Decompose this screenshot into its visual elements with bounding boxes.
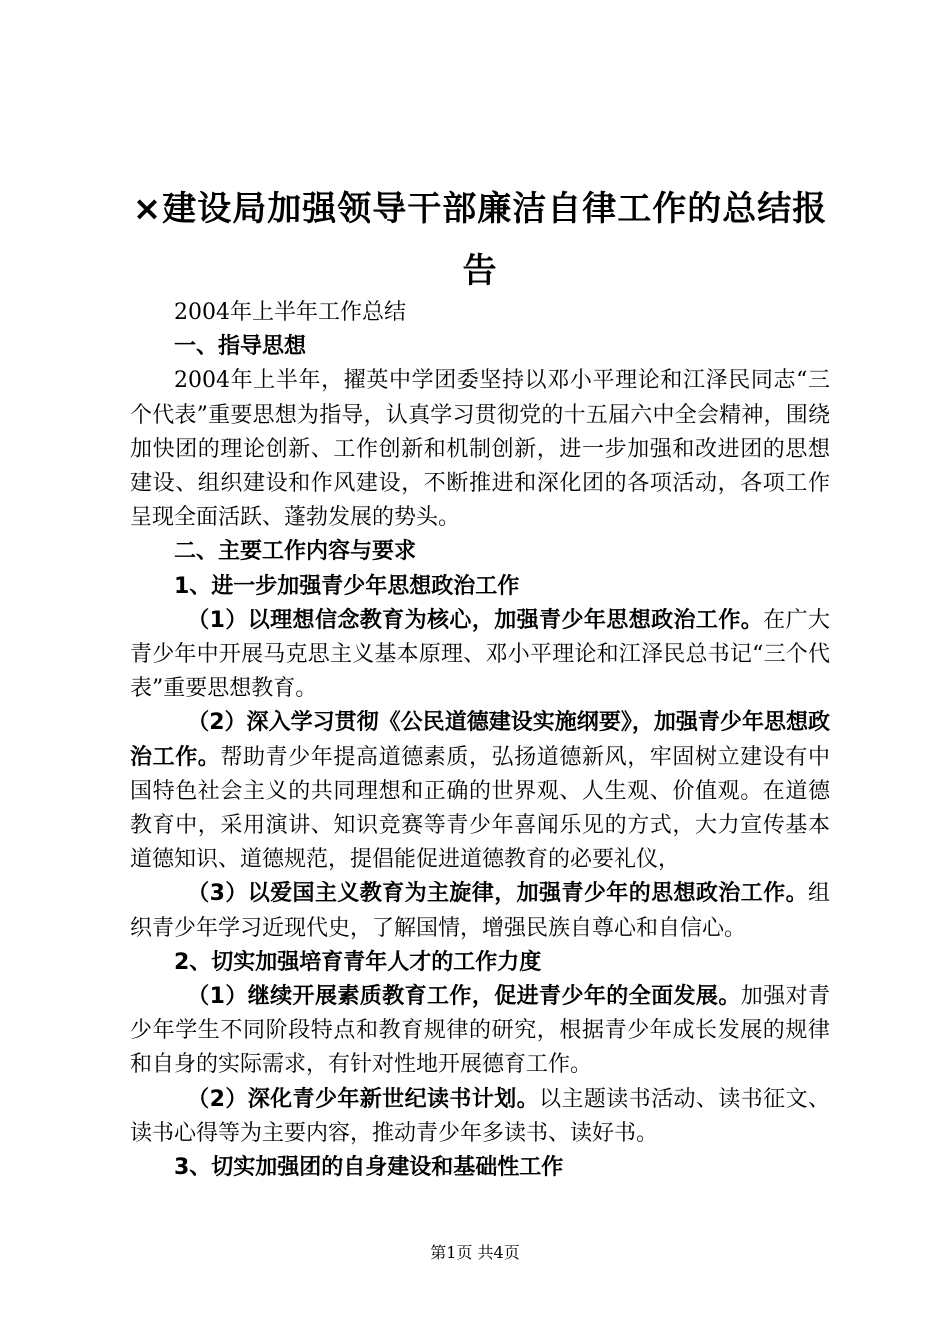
paragraph-text: 帮助青少年提高道德素质，弘扬道德新风，牢固树立建设有中国特色社会主义的共同理想和正确的世界观、人生观、价值观。在道德教育中，采用演讲、知识竞赛等青少年喜闻乐见的方式，大力宣传基本道德知识、道德规范，提倡能促进道德教育的必要礼仪， bbox=[130, 744, 830, 873]
subsection-heading-3: 3、切实加强团的自身建设和基础性工作 bbox=[174, 1155, 564, 1181]
subtitle: 2004年上半年工作总结 bbox=[174, 300, 406, 325]
paragraph-lead: （2）深化青少年新世纪读书计划。 bbox=[187, 1086, 540, 1112]
document-title: ×建设局加强领导干部廉洁自律工作的总结报告 bbox=[132, 189, 828, 291]
document-body bbox=[130, 296, 830, 1185]
paragraph-1-2 bbox=[130, 706, 830, 877]
paragraph-text: 加强对青少年学生不同阶段特点和教育规律的研究，根据青少年成长发展的规律和自身的实际需求，有针对性地开展德育工作。 bbox=[130, 984, 830, 1078]
section-1-paragraph: 2004年上半年，擢英中学团委坚持以邓小平理论和江泽民同志“三个代表”重要思想为指导，认真学习贯彻党的十五届六中全会精神，围绕加快团的理论创新、工作创新和机制创新，进一步加强和改进团的思想建设、组织建设和作风建设，不断推进和深化团的各项活动，各项工作呈现全面活跃、蓬勃发展的势头。 bbox=[130, 368, 830, 531]
paragraph-2-2 bbox=[130, 1083, 830, 1151]
paragraph-lead: （1）继续开展素质教育工作，促进青少年的全面发展。 bbox=[187, 984, 741, 1010]
page-footer: 第1页 共4页 bbox=[430, 1243, 520, 1262]
paragraph-lead: （3）以爱国主义教育为主旋律，加强青少年的思想政治工作。 bbox=[187, 881, 808, 907]
paragraph-lead: （2）深入学习贯彻《公民道德建设实施纲要》，加强青少年思想政治工作。 bbox=[130, 710, 830, 770]
paragraph-text: 在广大青少年中开展马克思主义基本原理、邓小平理论和江泽民总书记“三个代表”重要思想教育。 bbox=[130, 607, 830, 702]
paragraph-1-1 bbox=[130, 604, 830, 707]
section-heading-1: 一、指导思想 bbox=[174, 334, 307, 360]
paragraph-text: 以主题读书活动、读书征文、读书心得等为主要内容，推动青少年多读书、读好书。 bbox=[130, 1086, 830, 1146]
paragraph-lead: （1）以理想信念教育为核心，加强青少年思想政治工作。 bbox=[187, 607, 764, 633]
section-heading-2: 二、主要工作内容与要求 bbox=[174, 539, 417, 565]
paragraph-2-1 bbox=[130, 980, 830, 1083]
paragraph-text: 组织青少年学习近现代史，了解国情，增强民族自尊心和自信心。 bbox=[130, 881, 830, 941]
subsection-heading-2: 2、切实加强培育青年人才的工作力度 bbox=[174, 949, 542, 975]
subsection-heading-1: 1、进一步加强青少年思想政治工作 bbox=[174, 573, 520, 599]
paragraph-1-3 bbox=[130, 877, 830, 945]
